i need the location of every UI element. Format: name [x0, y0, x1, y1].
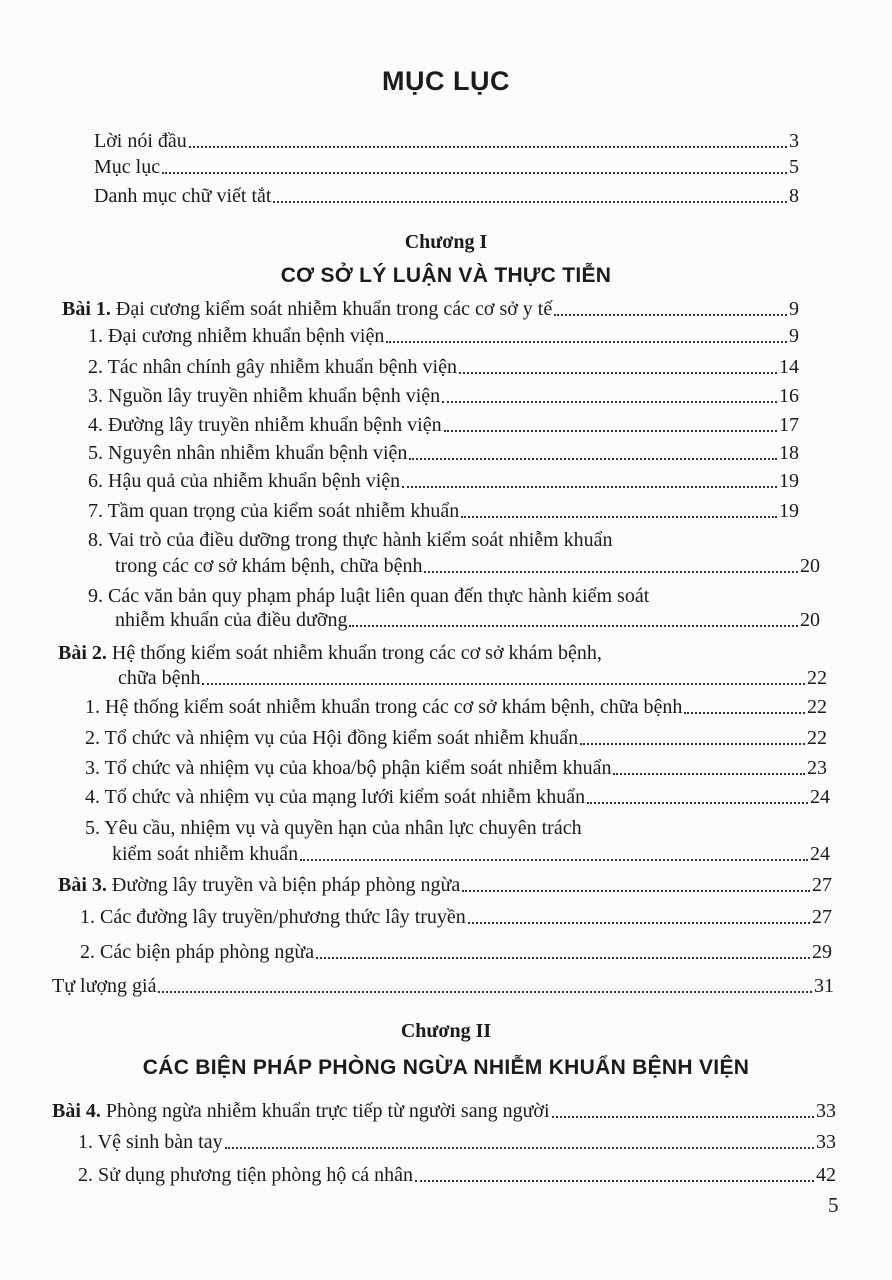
- toc-entry-page: 17: [779, 414, 799, 436]
- toc-entry-item-9: [115, 609, 820, 631]
- chapter-2-heading: CÁC BIỆN PHÁP PHÒNG NGỪA NHIỄM KHUẨN BỆNH VIỆN: [142, 1056, 750, 1079]
- toc-entry-item-9-line1: 9. Các văn bản quy phạm pháp luật liên quan đến thực hành kiểm soát: [88, 585, 650, 607]
- toc-entry-page: 23: [807, 757, 827, 779]
- toc-entry-page: 20: [800, 609, 820, 631]
- toc-entry-item: [85, 696, 827, 718]
- leader-dots: [613, 773, 805, 775]
- toc-entry-page: 19: [779, 470, 799, 492]
- leader-dots: [415, 1180, 814, 1182]
- lesson-2-entry: [118, 667, 827, 689]
- lesson-title: Hệ thống kiểm soát nhiễm khuẩn trong các cơ sở khám bệnh,: [111, 642, 602, 664]
- leader-dots: [225, 1147, 814, 1149]
- leader-dots: [552, 1116, 814, 1118]
- lesson-prefix: Bài 3.: [58, 874, 107, 896]
- lesson-prefix: Bài 1.: [62, 298, 111, 320]
- toc-entry-label: 3. Tổ chức và nhiệm vụ của khoa/bộ phận kiểm soát nhiễm khuẩn: [85, 757, 612, 779]
- toc-entry-page: 20: [800, 555, 820, 577]
- lesson-4-entry: [52, 1100, 836, 1122]
- toc-entry-label: 1. Hệ thống kiểm soát nhiễm khuẩn trong các cơ sở khám bệnh, chữa bệnh: [85, 696, 683, 718]
- toc-entry-label: Danh mục chữ viết tắt: [94, 185, 272, 207]
- toc-entry-preface: [94, 130, 799, 152]
- lesson-title: Đại cương kiểm soát nhiễm khuẩn trong các cơ sở y tế: [115, 298, 553, 320]
- leader-dots: [316, 957, 810, 959]
- page-number: 5: [828, 1193, 839, 1217]
- toc-entry-page: 42: [816, 1164, 836, 1186]
- leader-dots: [444, 430, 777, 432]
- toc-entry-label: [52, 1100, 550, 1122]
- chapter-2-label: Chương II: [400, 1020, 492, 1042]
- toc-entry-page: 9: [789, 325, 799, 347]
- leader-dots: [580, 743, 805, 745]
- chapter-1-label: Chương I: [404, 231, 488, 253]
- toc-entry-page: 24: [810, 843, 830, 865]
- toc-entry-label: trong các cơ sở khám bệnh, chữa bệnh: [115, 555, 423, 577]
- toc-entry-page: 9: [789, 298, 799, 320]
- toc-entry-item: [88, 442, 799, 464]
- toc-entry-label: 3. Nguồn lây truyền nhiễm khuẩn bệnh viện: [88, 385, 441, 407]
- leader-dots: [468, 922, 810, 924]
- toc-entry-page: 8: [789, 185, 799, 207]
- toc-entry-label: 5. Nguyên nhân nhiễm khuẩn bệnh viện: [88, 442, 408, 464]
- toc-entry-item: [88, 325, 799, 347]
- toc-entry-page: 31: [814, 975, 834, 997]
- toc-entry-item: [88, 385, 799, 407]
- toc-entry-page: 14: [779, 356, 799, 378]
- toc-entry-page: 27: [812, 874, 832, 896]
- leader-dots: [162, 172, 787, 174]
- toc-entry-label: 2. Các biện pháp phòng ngừa: [80, 941, 315, 963]
- toc-entry-item: [78, 1164, 836, 1186]
- leader-dots: [349, 625, 798, 627]
- toc-entry-page: 29: [812, 941, 832, 963]
- toc-entry-label: nhiễm khuẩn của điều dưỡng: [115, 609, 348, 631]
- lesson-prefix: Bài 2.: [58, 642, 107, 664]
- toc-entry-contents: [94, 156, 799, 178]
- lesson-prefix: Bài 4.: [52, 1100, 101, 1122]
- toc-entry-page: 19: [779, 500, 799, 522]
- page-title: MỤC LỤC: [382, 66, 510, 96]
- toc-entry-label: 7. Tầm quan trọng của kiểm soát nhiễm khuẩn: [88, 500, 460, 522]
- toc-entry-item: [88, 470, 799, 492]
- leader-dots: [402, 486, 777, 488]
- toc-entry-page: 5: [789, 156, 799, 178]
- toc-entry-page: 22: [807, 667, 827, 689]
- leader-dots: [202, 683, 805, 685]
- toc-entry-item-8-line1: 8. Vai trò của điều dưỡng trong thực hành kiểm soát nhiễm khuẩn: [88, 529, 613, 551]
- lesson-1-entry: [62, 298, 799, 320]
- toc-entry-item: [85, 727, 827, 749]
- leader-dots: [462, 890, 810, 892]
- toc-entry-page: 16: [779, 385, 799, 407]
- lesson-2-line1: [58, 642, 602, 664]
- toc-entry-page: 33: [816, 1131, 836, 1153]
- toc-entry-label: 1. Vệ sinh bàn tay: [78, 1131, 223, 1153]
- leader-dots: [273, 201, 787, 203]
- toc-entry-label: 4. Đường lây truyền nhiễm khuẩn bệnh viện: [88, 414, 442, 436]
- toc-entry-item: [88, 356, 799, 378]
- chapter-1-heading: CƠ SỞ LÝ LUẬN VÀ THỰC TIỄN: [280, 264, 612, 287]
- toc-entry-page: 3: [789, 130, 799, 152]
- toc-entry-item: [80, 906, 832, 928]
- toc-entry-label: Mục lục: [94, 156, 161, 178]
- leader-dots: [442, 401, 777, 403]
- toc-entry-item: [88, 414, 799, 436]
- leader-dots: [300, 859, 808, 861]
- toc-entry-label: 2. Sử dụng phương tiện phòng hộ cá nhân: [78, 1164, 413, 1186]
- toc-entry-item-8: [115, 555, 820, 577]
- toc-entry-label: chữa bệnh: [118, 667, 201, 689]
- leader-dots: [554, 314, 787, 316]
- leader-dots: [459, 372, 777, 374]
- leader-dots: [461, 516, 777, 518]
- lesson-3-entry: [58, 874, 832, 896]
- toc-entry-page: 22: [807, 727, 827, 749]
- leader-dots: [189, 146, 787, 148]
- toc-entry-label: kiểm soát nhiễm khuẩn: [112, 843, 299, 865]
- leader-dots: [409, 458, 777, 460]
- toc-entry-item: [78, 1131, 836, 1153]
- lesson-title: Đường lây truyền và biện pháp phòng ngừa: [111, 874, 461, 896]
- toc-entry-page: 27: [812, 906, 832, 928]
- leader-dots: [424, 571, 798, 573]
- toc-entry-self-assessment: [52, 975, 834, 997]
- leader-dots: [587, 802, 808, 804]
- toc-entry-item: [80, 941, 832, 963]
- toc-entry-label: [58, 874, 460, 896]
- toc-entry-page: 18: [779, 442, 799, 464]
- toc-entry-label: 1. Đại cương nhiễm khuẩn bệnh viện: [88, 325, 385, 347]
- toc-entry-item-5: [112, 843, 830, 865]
- toc-entry-item: [88, 500, 799, 522]
- toc-entry-label: 4. Tổ chức và nhiệm vụ của mạng lưới kiểm soát nhiễm khuẩn: [85, 786, 586, 808]
- toc-entry-label: [62, 298, 552, 320]
- toc-entry-label: 6. Hậu quả của nhiễm khuẩn bệnh viện: [88, 470, 401, 492]
- toc-entry-label: 2. Tác nhân chính gây nhiễm khuẩn bệnh viện: [88, 356, 457, 378]
- toc-entry-item-5-line1: 5. Yêu cầu, nhiệm vụ và quyền hạn của nhân lực chuyên trách: [85, 817, 582, 839]
- toc-entry-page: 24: [810, 786, 830, 808]
- leader-dots: [684, 712, 805, 714]
- toc-entry-item: [85, 757, 827, 779]
- toc-entry-label: Lời nói đầu: [94, 130, 187, 152]
- toc-entry-page: 22: [807, 696, 827, 718]
- toc-entry-label: Tự lượng giá: [52, 975, 157, 997]
- toc-entry-abbreviations: [94, 185, 799, 207]
- toc-entry-page: 33: [816, 1100, 836, 1122]
- leader-dots: [158, 991, 812, 993]
- leader-dots: [386, 341, 787, 343]
- lesson-title: Phòng ngừa nhiễm khuẩn trực tiếp từ người sang người: [105, 1100, 550, 1122]
- toc-entry-label: 1. Các đường lây truyền/phương thức lây truyền: [80, 906, 466, 928]
- toc-entry-item: [85, 786, 830, 808]
- toc-entry-label: 2. Tổ chức và nhiệm vụ của Hội đồng kiểm soát nhiễm khuẩn: [85, 727, 579, 749]
